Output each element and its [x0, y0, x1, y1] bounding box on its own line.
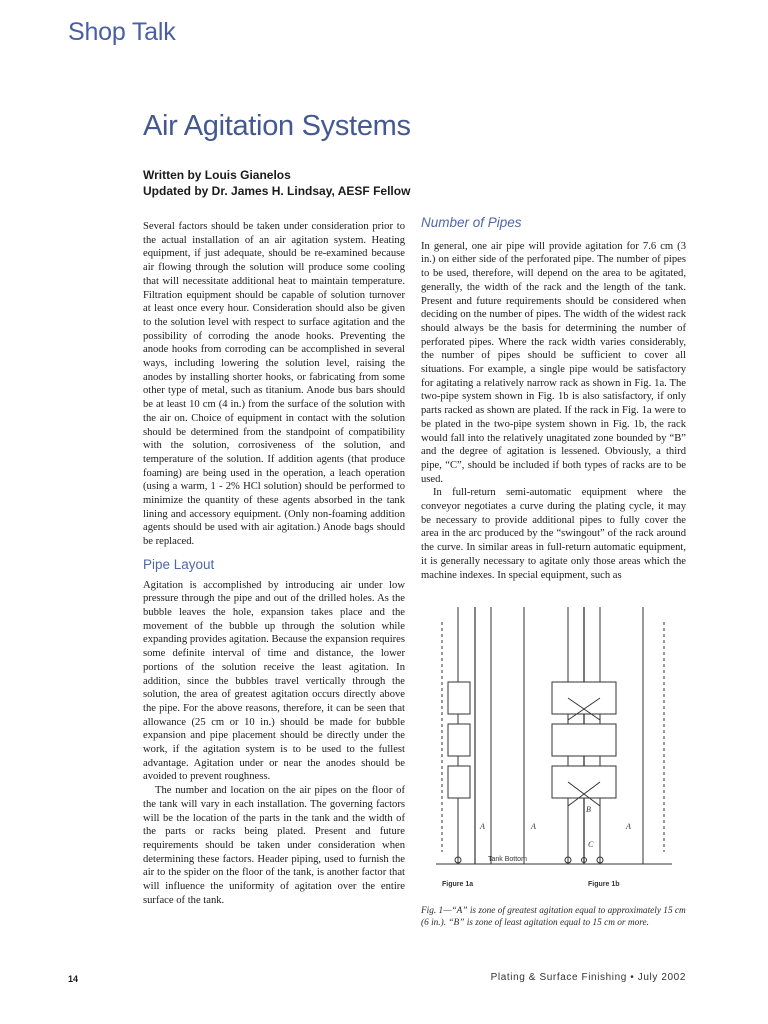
number-of-pipes-heading: Number of Pipes [421, 215, 522, 230]
byline-update: Updated by Dr. James H. Lindsay, AESF Fellow [143, 184, 411, 198]
figure-1b [524, 607, 664, 888]
rack-part-1b-3 [552, 766, 616, 798]
page-number: 14 [68, 974, 79, 984]
article-title: Air Agitation Systems [143, 110, 411, 142]
rack-part-1b-2 [552, 724, 616, 756]
marker-a-1b-right: A [626, 822, 631, 831]
pipe-layout-paragraph-1: Agitation is accomplished by introducing air under low pressure through the pipe and out of the drilled holes. As the bubble leaves the hole, expansion takes place and the movement of the bubble up through the solution while expanding provides agitation. Because the expansion requires some definite interval of time and distance, the lower portions of the solution receive the least agitation. In addition, since the bubbles travel vertically through the solution, the area of greatest agitation occurs directly above the pipe. For the above reasons, therefore, it can be seen that allowance (25 cm or 10 in.) should be made for bubble expansion and pipe placement should be directly under the work, if the agitation system is to be used to the fullest advantage. Agitation under or near the anodes should be avoided to prevent roughness. [143, 579, 405, 783]
number-of-pipes-paragraph-1: In general, one air pipe will provide agitation for 7.6 cm (3 in.) on either side of the perforated pipe. The number of pipes to be used, therefore, will depend on the area to be agitated, generally, the width of the rack and the length of the tank. Present and future requirements should be considered when deciding on the number of pipes. The width of the widest rack should always be the basis for determining the number of perforated pipes. Where the rack width varies considerably, the number of pipes should be sufficient to cover all situations. For example, a single pipe would be satisfactory for agitating a relatively narrow rack as shown in Fig. 1a. The two-pipe system shown in Fig. 1b is also satisfactory, if only parts racked as shown are plated. If the rack in Fig. 1a were to be plated in the two-pipe system shown in Fig. 1b, the rack would fall into the relatively unagitated zone bounded by “B” and the degree of agitation is lessened. Obviously, a third pipe, “C”, should be included if both types of racks are to be used. [421, 240, 686, 485]
rack-part-1a-1 [448, 682, 470, 714]
right-column [421, 216, 686, 582]
figure-1a [442, 607, 491, 888]
publication-footer: Plating & Surface Finishing • July 2002 [490, 972, 686, 983]
figure-caption: Fig. 1—“A” is zone of greatest agitation equal to approximately 15 cm (6 in.). “B” is zone of least agitation equal to 15 cm or more. [421, 906, 686, 928]
pipe-layout-paragraph-2: The number and location on the air pipes on the floor of the tank will vary in each installation. The governing factors will be the location of the parts in the tank and the width of the parts or racks being plated. Present and future requirements should be taken under consideration when determining these factors. Header piping, used to furnish the air to the spider on the floor of the tank, is another factor that will influence the uniformity of agitation over the entire surface of the tank. [143, 785, 405, 906]
rack-part-1a-2 [448, 724, 470, 756]
figure-1a-label: Figure 1a [442, 881, 474, 888]
marker-a-1a: A [480, 822, 485, 831]
byline-author: Written by Louis Gianelos [143, 168, 291, 182]
marker-c: C [588, 840, 594, 849]
figure-1-diagram [428, 602, 688, 898]
rack-part-1a-3 [448, 766, 470, 798]
marker-a-1b-left: A [531, 822, 536, 831]
left-column [143, 220, 405, 907]
pipe-layout-heading: Pipe Layout [143, 556, 215, 572]
marker-b: B [586, 805, 591, 814]
byline [143, 167, 410, 199]
figure-1b-label: Figure 1b [588, 881, 620, 888]
number-of-pipes-paragraph-2: In full-return semi-automatic equipment where the conveyor negotiates a curve during the plating cycle, it may be necessary to provide additional pipes to fully cover the area in the arc produced by the “swingout” of the rack around the curve. In similar areas in full-return automatic equipment, it is generally necessary to agitate only those areas which the machine indexes. In special equipment, such as [421, 487, 686, 581]
tank-bottom-label: Tank Bottom [488, 856, 527, 863]
section-label: Shop Talk [68, 18, 176, 46]
intro-paragraph: Several factors should be taken under consideration prior to the actual installation of an air agitation system. Heating equipment, if just adequate, should be re-examined because air flowing through the solution will produce some cooling that will necessitate additional heat to maintain temperature. Filtration equipment should be capable of solution turnover at least once every hour. Consideration should also be given to the solution level with respect to surface agitation and the possibility of corroding the anode hooks. Preventing the anode hooks from corroding can be accomplished in several ways, including lowering the solution level, raising the anodes by installing shorter hooks, or fabricating from some other type of metal, such as titanium. Anode bus bars should be at least 10 cm (4 in.) from the surface of the solution with the air on. Choice of equipment in contact with the solution should be determined from the standpoint of compatibility with the solution, corrosiveness of the solution, and temperature of the solution. If addition agents (that produce foaming) are being used in the operation, a leach operation (using a warm, 1 - 2% HCl solution) should be performed to minimize the quantity of these agents absorbed in the tank lining and accessory equipment. (Only non-foaming addition agents should be used with air agitation.) Anode bags should be replaced. [143, 221, 405, 548]
